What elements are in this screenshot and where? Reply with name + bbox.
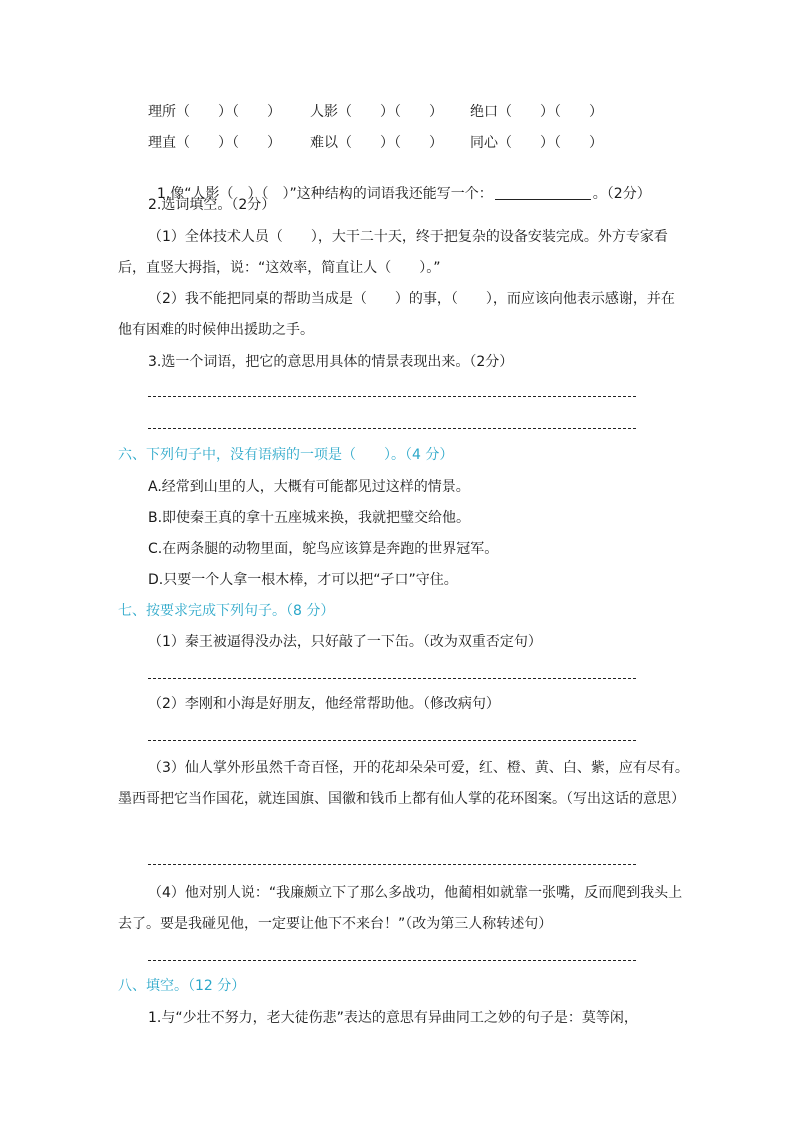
option-b: B.即使秦王真的拿十五座城来换，我就把璧交给他。 (148, 510, 471, 526)
section-7-title: 七、按要求完成下列句子。（8 分） (118, 603, 335, 619)
answer-line[interactable] (148, 740, 636, 741)
question-1-prefix: 1.像“人影（ ）（ ）”这种结构的词语我还能写一个： (156, 186, 493, 202)
sentence-3-line-2: 墨西哥把它当作国花，就连国旗、国徽和钱币上都有仙人掌的花环图案。（写出这话的意思） (118, 791, 685, 807)
option-d: D.只要一个人拿一根木棒，才可以把“孑口”守住。 (148, 572, 458, 588)
option-a: A.经常到山里的人，大概有可能都见过这样的情景。 (148, 479, 470, 495)
question-2-title: 2.选词填空。（2分） (148, 197, 276, 213)
word-grid-cell: 人影（ ）（ ） (310, 104, 443, 120)
sentence-1: （1）秦王被逼得没办法，只好敲了一下缶。（改为双重否定句） (148, 634, 542, 650)
answer-line[interactable] (148, 960, 636, 961)
word-grid-cell: 绝口（ ）（ ） (470, 104, 603, 120)
section-8-title: 八、填空。（12 分） (118, 978, 246, 994)
sentence-4-line-1: （4）他对别人说：“我廉颇立下了那么多战功，他蔺相如就靠一张嘴，反而爬到我头上 (148, 885, 683, 901)
answer-line[interactable] (148, 678, 636, 679)
question-1-suffix: 。（2分） (592, 186, 651, 202)
section-6-title: 六、下列句子中，没有语病的一项是（ ）。（4 分） (118, 447, 454, 463)
word-grid-cell: 理直（ ）（ ） (148, 135, 281, 151)
option-c: C.在两条腿的动物里面，鸵鸟应该算是奔跑的世界冠军。 (148, 541, 499, 557)
word-grid-cell: 难以（ ）（ ） (310, 135, 443, 151)
answer-line[interactable] (148, 428, 636, 429)
answer-line[interactable] (148, 864, 636, 865)
sentence-3-line-1: （3）仙人掌外形虽然千奇百怪，开的花却朵朵可爱，红、橙、黄、白、紫，应有尽有。 (148, 760, 689, 776)
answer-blank[interactable] (495, 185, 591, 200)
question-2-item-2-line-1: （2）我不能把同桌的帮助当成是（ ）的事，（ ），而应该向他表示感谢，并在 (148, 291, 675, 307)
question-2-item-1-line-1: （1）全体技术人员（ ），大干二十天，终于把复杂的设备安装完成。外方专家看 (148, 229, 668, 245)
sentence-2: （2）李刚和小海是好朋友，他经常帮助他。（修改病句） (148, 696, 500, 712)
question-2-item-2-line-2: 他有困难的时候伸出援助之手。 (118, 322, 314, 338)
answer-line[interactable] (148, 396, 636, 397)
question-2-item-1-line-2: 后，直竖大拇指，说：“这效率，简直让人（ ）。” (118, 260, 441, 276)
sentence-4-line-2: 去了。要是我碰见他，一定要让他下不来台！”（改为第三人称转述句） (118, 916, 553, 932)
question-3-title: 3.选一个词语，把它的意思用具体的情景表现出来。（2分） (148, 354, 514, 370)
fill-1: 1.与“少壮不努力，老大徒伤悲”表达的意思有异曲同工之妙的句子是：莫等闲， (148, 1010, 638, 1026)
word-grid-cell: 理所（ ）（ ） (148, 104, 281, 120)
word-grid-cell: 同心（ ）（ ） (470, 135, 603, 151)
